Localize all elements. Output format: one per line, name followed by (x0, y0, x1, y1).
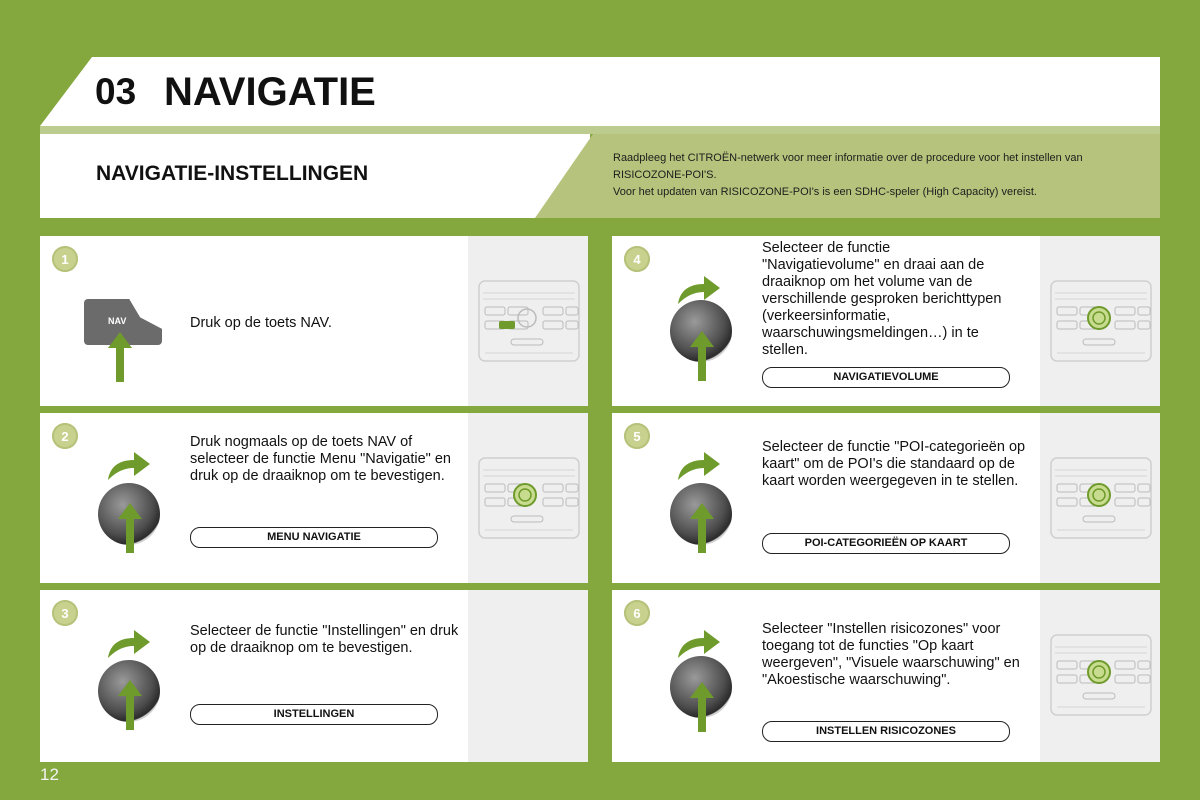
function-label: MENU NAVIGATIE (190, 527, 438, 548)
arrow-up-icon (690, 331, 714, 381)
radio-illustration-area (468, 590, 588, 762)
radio-knob-highlight (1088, 484, 1110, 506)
radio-unit-icon (477, 456, 581, 540)
step-number-badge: 5 (624, 423, 650, 449)
section-title: NAVIGATIE-INSTELLINGEN (96, 162, 369, 185)
arrow-up-icon (108, 332, 132, 382)
step-instruction: Druk op de toets NAV. (190, 315, 332, 331)
step-panel-6 (612, 590, 1160, 762)
step-instruction: Druk nogmaals op de toets NAV of selecteer de functie Menu "Navigatie" en druk op de draaiknop om te bevestigen. (190, 434, 451, 484)
radio-knob-highlight (514, 484, 536, 506)
nav-key-highlight (499, 321, 515, 329)
step-number-badge: 6 (624, 600, 650, 626)
step-number-badge: 4 (624, 246, 650, 272)
step-number-badge: 1 (52, 246, 78, 272)
rotate-arrow-icon (104, 448, 152, 482)
step-panel-1 (40, 236, 588, 406)
info-line: RISICOZONE-POI'S. (613, 169, 717, 181)
info-line: Raadpleeg het CITROËN-netwerk voor meer informatie over de procedure voor het instellen van (613, 152, 1083, 164)
arrow-up-icon (118, 680, 142, 730)
radio-knob-highlight (1088, 307, 1110, 329)
step-number-badge: 2 (52, 423, 78, 449)
decorative-map-band (40, 126, 1160, 134)
arrow-up-icon (690, 682, 714, 732)
step-instruction: Selecteer de functie "Instellingen" en druk op de draaiknop om te bevestigen. (190, 623, 459, 656)
function-label: POI-CATEGORIEËN OP KAART (762, 533, 1010, 554)
radio-unit-icon (477, 279, 581, 363)
step-panel-4 (612, 236, 1160, 406)
nav-button-label: NAV (108, 316, 127, 326)
rotate-arrow-icon (104, 626, 152, 660)
step-instruction: Selecteer "Instellen risicozones" voor toegang tot de functies "Op kaart weergeven", "Visuele waarschuwing" en "Akoestische waarschuwing". (762, 621, 1020, 688)
arrow-up-icon (690, 503, 714, 553)
radio-unit-icon (1049, 633, 1153, 717)
step-instruction: Selecteer de functie "Navigatievolume" en draai aan de draaiknop om het volume van de verschillende gesproken berichttypen (verkeersinformatie, waarschuwingsmeldingen…) in te stellen. (762, 240, 1002, 358)
radio-unit-icon (1049, 456, 1153, 540)
function-label: NAVIGATIEVOLUME (762, 367, 1010, 388)
step-panel-5 (612, 413, 1160, 583)
arrow-up-icon (118, 503, 142, 553)
info-line: Voor het updaten van RISICOZONE-POI's is een SDHC-speler (High Capacity) vereist. (613, 186, 1037, 198)
function-label: INSTELLINGEN (190, 704, 438, 725)
step-number-badge: 3 (52, 600, 78, 626)
rotate-arrow-icon (674, 448, 722, 482)
info-text (613, 150, 1143, 201)
function-label: INSTELLEN RISICOZONES (762, 721, 1010, 742)
step-panel-3 (40, 590, 588, 762)
rotate-arrow-icon (674, 626, 722, 660)
step-panel-2 (40, 413, 588, 583)
chapter-number: 03 (95, 71, 137, 112)
page-number: 12 (40, 765, 59, 784)
radio-knob-highlight (1088, 661, 1110, 683)
radio-unit-icon (1049, 279, 1153, 363)
radio-knob (518, 309, 536, 327)
step-instruction: Selecteer de functie "POI-categorieën op kaart" om de POI's die standaard op de kaart worden weergegeven in te stellen. (762, 439, 1026, 489)
chapter-title: NAVIGATIE (164, 70, 376, 114)
